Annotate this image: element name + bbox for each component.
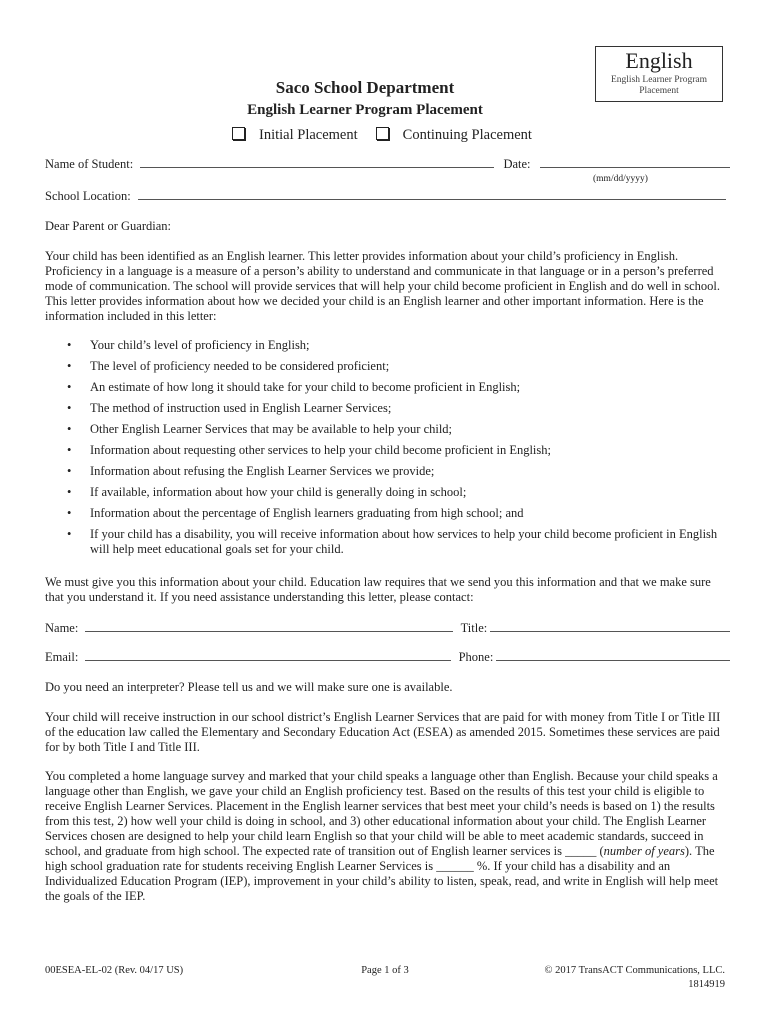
contact-name-label: Name: [45,621,79,635]
date-label: Date: [503,157,531,171]
contact-name-row [45,621,730,636]
contact-email-row [45,650,730,665]
contact-intro: We must give you this information about your child. Education law requires that we send you this information and that we make sure that you understand it. If you need assistance understanding this letter, please contact: [45,575,711,604]
survey-text-part2: ). The high school graduation rate for students receiving English Learner Services is ______ %. If your child has a disability and an Individualized Education Program (IEP), improvement in your child’s ability to listen, speak, read, and write in English will help meet the goals of the IEP. [45,844,719,903]
list-item: • The level of proficiency needed to be considered proficient; [45,359,725,374]
survey-text-part1: You completed a home language survey and marked that your child speaks a language other than English. Because your child speaks a language other than English, we gave your child an English proficiency test. Based on the results of this test your child is eligible to receive English Learner Services. Placement in the English learner services that best meet your child’s needs is based on 1) the results from this test, 2) how well your child is doing in school, and 3) other educational information about your child. The English Learner Services chosen are designed to help your child learn English so that your child will be able to meet academic standards, succeed in school, and graduate from high school. The expected rate of transition out of English learner services is _____ ( [45,769,718,858]
page-title: Saco School Department [275,78,455,97]
contact-title-field[interactable] [490,621,730,632]
school-row [45,189,726,204]
list-item: • Other English Learner Services that may be available to help your child; [45,422,725,437]
student-name-label: Name of Student: [45,157,134,171]
list-item: • Your child’s level of proficiency in English; [45,338,725,353]
interpreter-note: Do you need an interpreter? Please tell us and we will make sure one is available. [45,680,453,694]
list-item: • Information about requesting other services to help your child become proficient in English; [45,443,725,458]
continuing-placement-checkbox[interactable] [376,127,389,140]
list-item: • Information about the percentage of English learners graduating from high school; and [45,506,725,521]
funding-paragraph: Your child will receive instruction in our school district’s English Learner Services that are paid for with money from Title I or Title III of the education law called the Elementary and Secondary Education Act (ESEA) as amended 2015. Sometimes these services are paid for by both Title I and Title III. [45,710,721,754]
survey-paragraph [45,769,725,904]
list-item: • If available, information about how your child is generally doing in school; [45,485,725,500]
survey-years-italic: number of years [603,844,685,858]
badge-language: English [625,48,693,73]
badge-caption: English Learner Program Placement [610,75,708,96]
placement-options [232,127,532,144]
footer-doc-number: 1814919 [688,979,725,990]
footer-page-number: Page 1 of 3 [361,965,409,976]
contact-email-label: Email: [45,650,79,664]
date-format-hint: (mm/dd/yyyy) [593,174,648,184]
footer-form-id: 00ESEA-EL-02 (Rev. 04/17 US) [45,965,184,976]
initial-placement-checkbox[interactable] [232,127,245,140]
student-row [45,157,730,172]
list-item: • An estimate of how long it should take for your child to become proficient in English; [45,380,725,395]
list-item: • Information about refusing the English Learner Services we provide; [45,464,725,479]
contact-phone-label: Phone: [458,650,494,664]
school-location-label: School Location: [45,189,131,203]
date-field[interactable] [540,157,730,168]
contact-name-field[interactable] [85,621,453,632]
greeting: Dear Parent or Guardian: [45,219,171,233]
contact-title-label: Title: [460,621,488,635]
contact-email-field[interactable] [85,650,451,661]
list-item: • The method of instruction used in English Learner Services; [45,401,725,416]
page-subtitle: English Learner Program Placement [247,102,483,118]
list-item: • If your child has a disability, you will receive information about how services to help your child become proficient in English will help meet educational goals set for your child. [45,527,725,557]
intro-paragraph: Your child has been identified as an English learner. This letter provides information about your child’s proficiency in English. Proficiency in a language is a measure of a person’s ability to understand and communicate in that language or in a person’s preferred mode of communication. The school will provide services that will help your child become proficient in English and do well in school. This letter provides information about how we decided your child is an English learner and other important information. Here is the information included in this letter: [45,249,720,323]
footer-copyright: © 2017 TransACT Communications, LLC. [544,965,725,976]
contact-phone-field[interactable] [496,650,730,661]
student-name-field[interactable] [140,157,494,168]
school-location-field[interactable] [138,189,726,200]
initial-placement-label: Initial Placement [259,127,358,143]
info-list [45,338,725,557]
continuing-placement-label: Continuing Placement [402,127,532,143]
